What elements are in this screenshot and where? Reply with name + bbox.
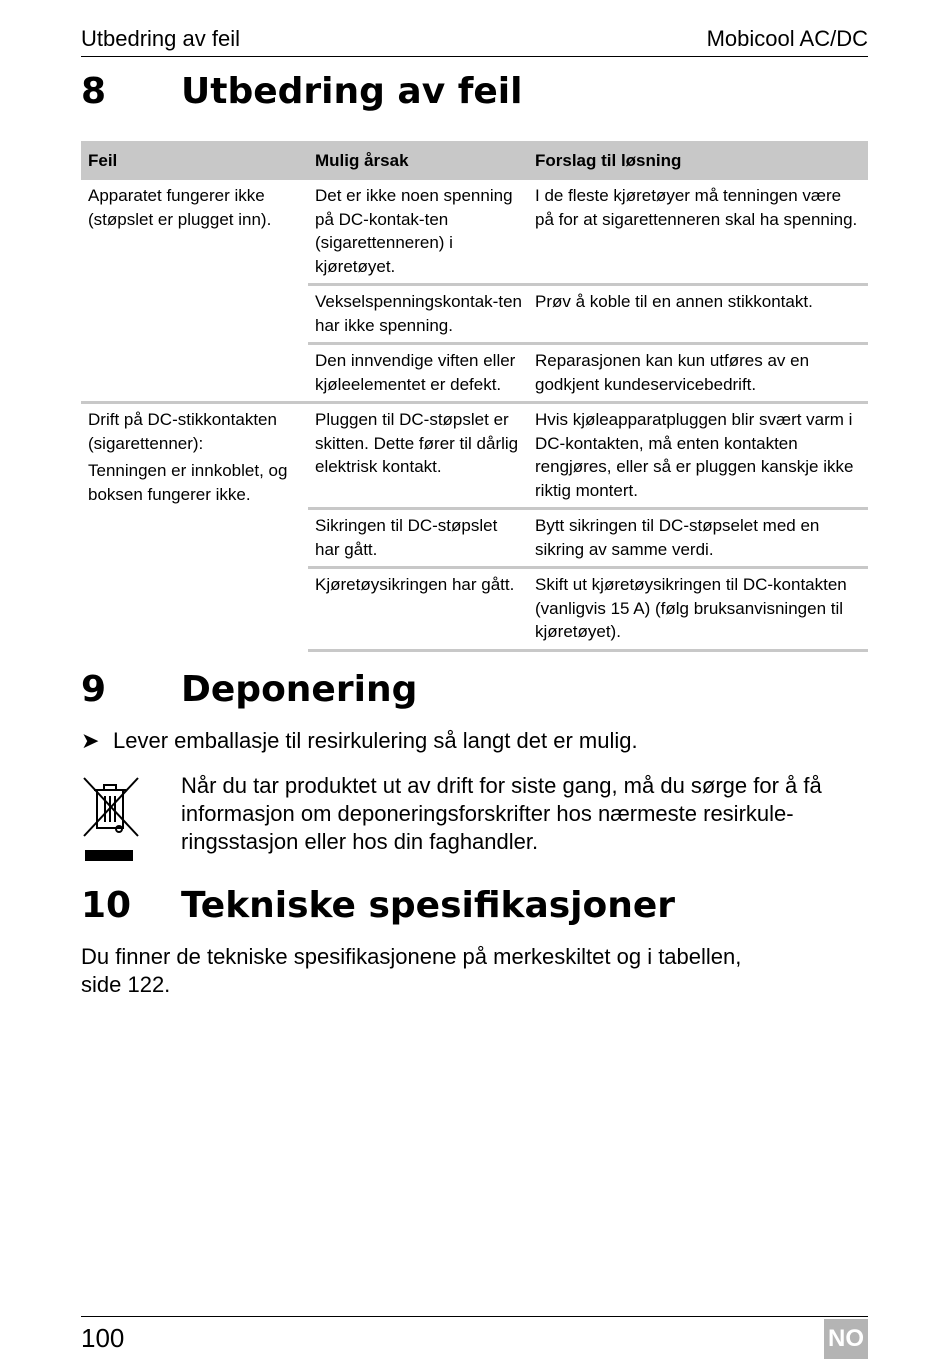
arrow-bullet-icon: ➤ <box>81 728 100 753</box>
crossed-out-wheelie-bin-icon <box>81 776 141 866</box>
bullet-text: Lever emballasje til resirkulering så langt det er mulig. <box>113 728 638 753</box>
cause-cell: Det er ikke noen spenning på DC-kontak-ten (sigarettenneren) i kjøretøyet. <box>315 186 513 276</box>
solution-cell: Prøv å koble til en annen stikkontakt. <box>528 285 868 344</box>
cause-cell: Sikringen til DC-støpslet har gått. <box>308 509 528 568</box>
manual-page <box>81 0 868 1362</box>
column-header-solution: Forslag til løsning <box>528 141 868 180</box>
header-section-title: Utbedring av feil <box>81 26 240 51</box>
cause-cell: Pluggen til DC-støpslet er skitten. Dette fører til dårlig elektrisk kontakt. <box>308 403 528 509</box>
table-row <box>81 180 868 285</box>
page-footer <box>81 1316 868 1361</box>
fault-text: Drift på DC-stikkontakten (sigarettenner): <box>88 410 277 453</box>
cause-cell: Vekselspenningskontak-ten har ikke spenning. <box>308 285 528 344</box>
table-row <box>81 403 868 509</box>
specifications-text <box>81 943 821 999</box>
page-number: 100 <box>81 1323 125 1353</box>
header-product-name: Mobicool AC/DC <box>706 26 868 51</box>
disposal-text: Når du tar produktet ut av drift for siste gang, må du sørge for å få informasjon om deponeringsforskrifter hos nærmeste resirkule-ringsstasjon eller hos din faghandler. <box>181 773 822 854</box>
section-number: 9 <box>81 669 107 710</box>
section-title: Utbedring av feil <box>181 71 523 112</box>
fault-text: Apparatet fungerer ikke (støpslet er plugget inn). <box>88 186 272 229</box>
section-title: Tekniske spesifikasjoner <box>181 885 676 926</box>
language-tab: NO <box>824 1319 868 1359</box>
specifications-line: Du finner de tekniske spesifikasjonene på merkeskiltet og i tabellen, <box>81 944 742 969</box>
solution-cell: I de fleste kjøretøyer må tenningen være på for at sigarettenneren skal ha spenning. <box>535 186 858 229</box>
running-header <box>81 24 868 57</box>
recycling-instruction <box>81 728 638 754</box>
section-title: Deponering <box>181 669 418 710</box>
specifications-line: side 122. <box>81 972 171 997</box>
solution-cell: Hvis kjøleapparatpluggen blir svært varm i DC-kontakten, må enten kontakten rengjøres, eller så er pluggen kanskje ikke riktig montert. <box>528 403 868 509</box>
solution-cell: Skift ut kjøretøysikringen til DC-kontakten (vanligvis 15 A) (følg bruksanvisningen til kjøretøyet). <box>528 568 868 651</box>
fault-cell <box>81 180 308 403</box>
cause-cell: Den innvendige viften eller kjøleelementet er defekt. <box>308 344 528 403</box>
column-header-fault: Feil <box>81 141 308 180</box>
troubleshooting-table <box>81 141 868 652</box>
section-number: 10 <box>81 885 132 926</box>
fault-cell <box>81 403 308 651</box>
table-header-row <box>81 141 868 180</box>
column-header-cause: Mulig årsak <box>308 141 528 180</box>
cause-cell: Kjøretøysikringen har gått. <box>308 568 528 651</box>
fault-text: Tenningen er innkoblet, og boksen fungerer ikke. <box>88 461 288 504</box>
solution-cell: Reparasjonen kan kun utføres av en godkjent kundeservicebedrift. <box>528 344 868 403</box>
section-number: 8 <box>81 71 107 112</box>
solution-cell: Bytt sikringen til DC-støpselet med en sikring av samme verdi. <box>528 509 868 568</box>
